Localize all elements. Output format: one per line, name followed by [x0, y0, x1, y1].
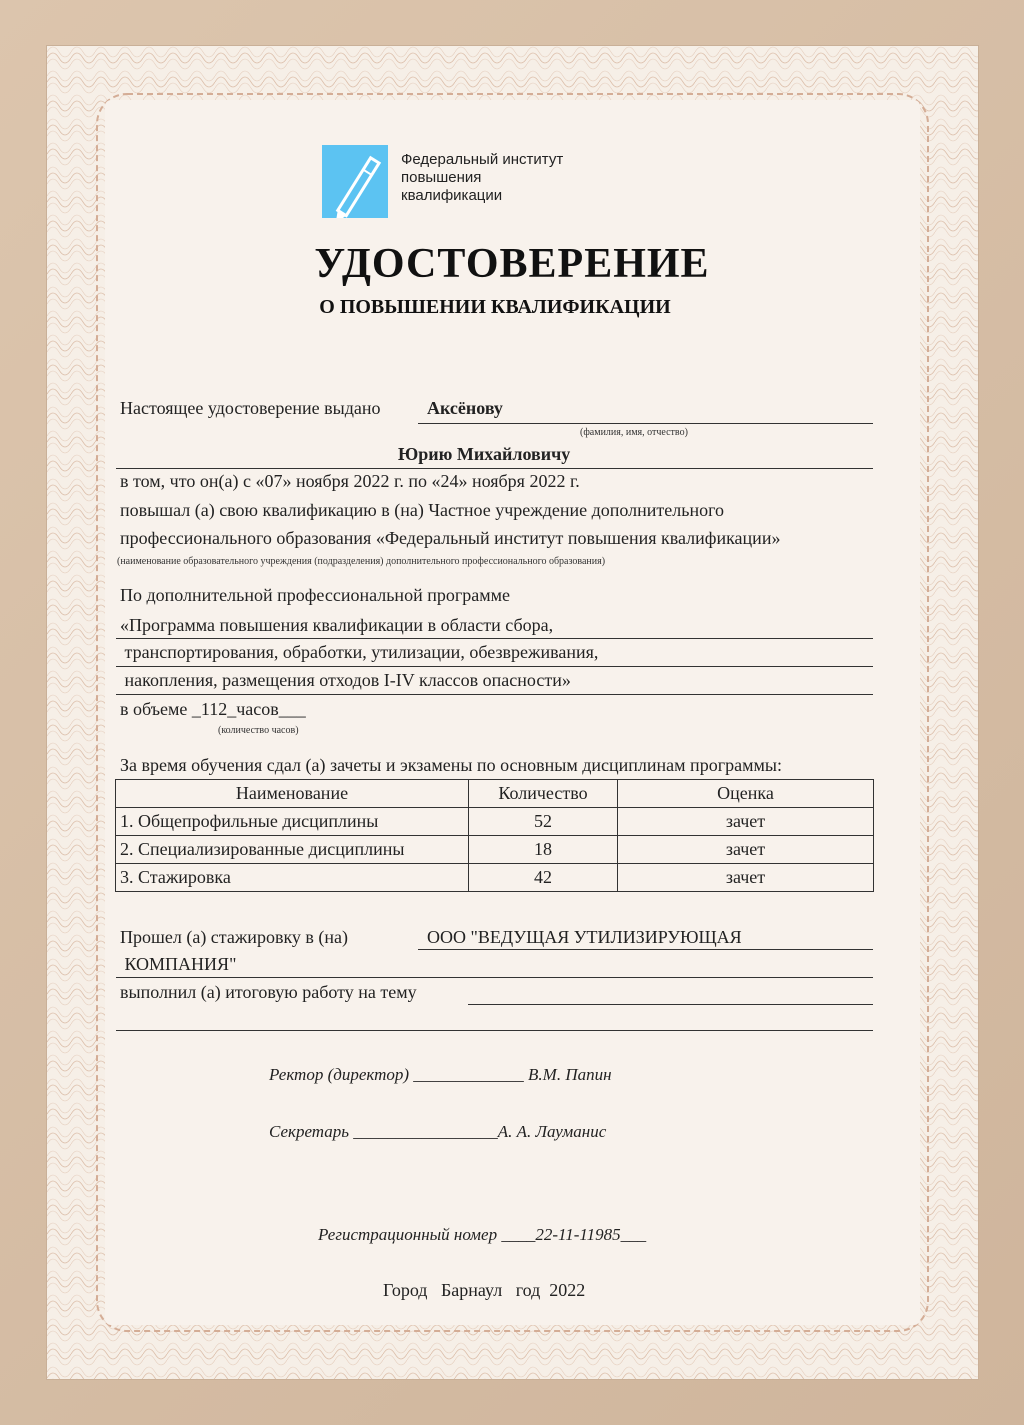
- discipline-name: 2. Специализированные дисциплины: [116, 836, 469, 864]
- discipline-hours: 52: [469, 808, 618, 836]
- internship-label: Прошел (а) стажировку в (на): [120, 927, 349, 947]
- header-grade: Оценка: [618, 780, 874, 808]
- city-year: Город Барнаул год 2022: [383, 1280, 586, 1300]
- given-names-line: [116, 468, 873, 469]
- recipient-surname: Аксёнову: [427, 398, 503, 418]
- program-label: По дополнительной профессиональной программе: [120, 585, 510, 605]
- exams-intro: За время обучения сдал (а) зачеты и экзамены по основным дисциплинам программы:: [120, 755, 782, 775]
- table-header-row: [116, 780, 874, 808]
- document-subtitle: О ПОВЫШЕНИИ КВАЛИФИКАЦИИ: [319, 296, 671, 318]
- discipline-grade: зачет: [618, 836, 874, 864]
- institution-line-1: повышал (а) свою квалификацию в (на) Частное учреждение дополнительного: [120, 500, 725, 520]
- header-name: Наименование: [116, 780, 469, 808]
- pencil-icon: [322, 145, 388, 218]
- program-rule: [116, 666, 873, 667]
- discipline-grade: зачет: [618, 864, 874, 892]
- issued-label: Настоящее удостоверение выдано: [120, 398, 381, 418]
- final-work-rule: [468, 1004, 873, 1005]
- document-title: УДОСТОВЕРЕНИЕ: [314, 241, 710, 287]
- internship-org-line-2: КОМПАНИЯ": [120, 954, 237, 974]
- logo-line: квалификации: [401, 187, 503, 204]
- internship-rule: [418, 949, 873, 950]
- training-period: в том, что он(а) с «07» ноября 2022 г. по «24» ноября 2022 г.: [120, 471, 580, 491]
- rector-signature: Ректор (директор) _____________ В.М. Папин: [269, 1065, 612, 1084]
- table-row: [116, 864, 874, 892]
- table-row: [116, 808, 874, 836]
- program-rule: [116, 694, 873, 695]
- institution-hint: (наименование образовательного учреждения (подразделения) дополнительного профессионального образования): [117, 556, 606, 567]
- disciplines-table: [115, 779, 874, 892]
- logo-text: [401, 151, 563, 205]
- institution-line-2: профессионального образования «Федеральный институт повышения квалификации»: [120, 528, 781, 548]
- name-hint: (фамилия, имя, отчество): [580, 427, 688, 438]
- discipline-name: 3. Стажировка: [116, 864, 469, 892]
- final-work-label: выполнил (а) итоговую работу на тему: [120, 982, 417, 1002]
- hours-hint: (количество часов): [218, 725, 299, 736]
- hours-volume: в объеме _112_часов___: [120, 699, 306, 719]
- header-quantity: Количество: [469, 780, 618, 808]
- program-line-2: транспортирования, обработки, утилизации, обезвреживания,: [120, 642, 599, 662]
- program-line-1: «Программа повышения квалификации в области сбора,: [120, 615, 554, 635]
- internship-rule: [116, 977, 873, 978]
- logo-badge: [322, 145, 388, 218]
- surname-line: [418, 423, 873, 424]
- internship-org-line-1: ООО "ВЕДУЩАЯ УТИЛИЗИРУЮЩАЯ: [427, 927, 742, 947]
- final-work-rule: [116, 1030, 873, 1031]
- discipline-name: 1. Общепрофильные дисциплины: [116, 808, 469, 836]
- discipline-grade: зачет: [618, 808, 874, 836]
- secretary-signature: Секретарь _________________А. А. Лауманис: [269, 1122, 607, 1141]
- table-row: [116, 836, 874, 864]
- logo-line: повышения: [401, 169, 482, 186]
- discipline-hours: 18: [469, 836, 618, 864]
- discipline-hours: 42: [469, 864, 618, 892]
- registration-number: Регистрационный номер ____22-11-11985___: [318, 1225, 647, 1244]
- logo-line: Федеральный институт: [401, 151, 564, 168]
- program-line-3: накопления, размещения отходов I-IV классов опасности»: [120, 670, 571, 690]
- recipient-given-names: Юрию Михайловичу: [398, 444, 571, 464]
- program-rule: [116, 638, 873, 639]
